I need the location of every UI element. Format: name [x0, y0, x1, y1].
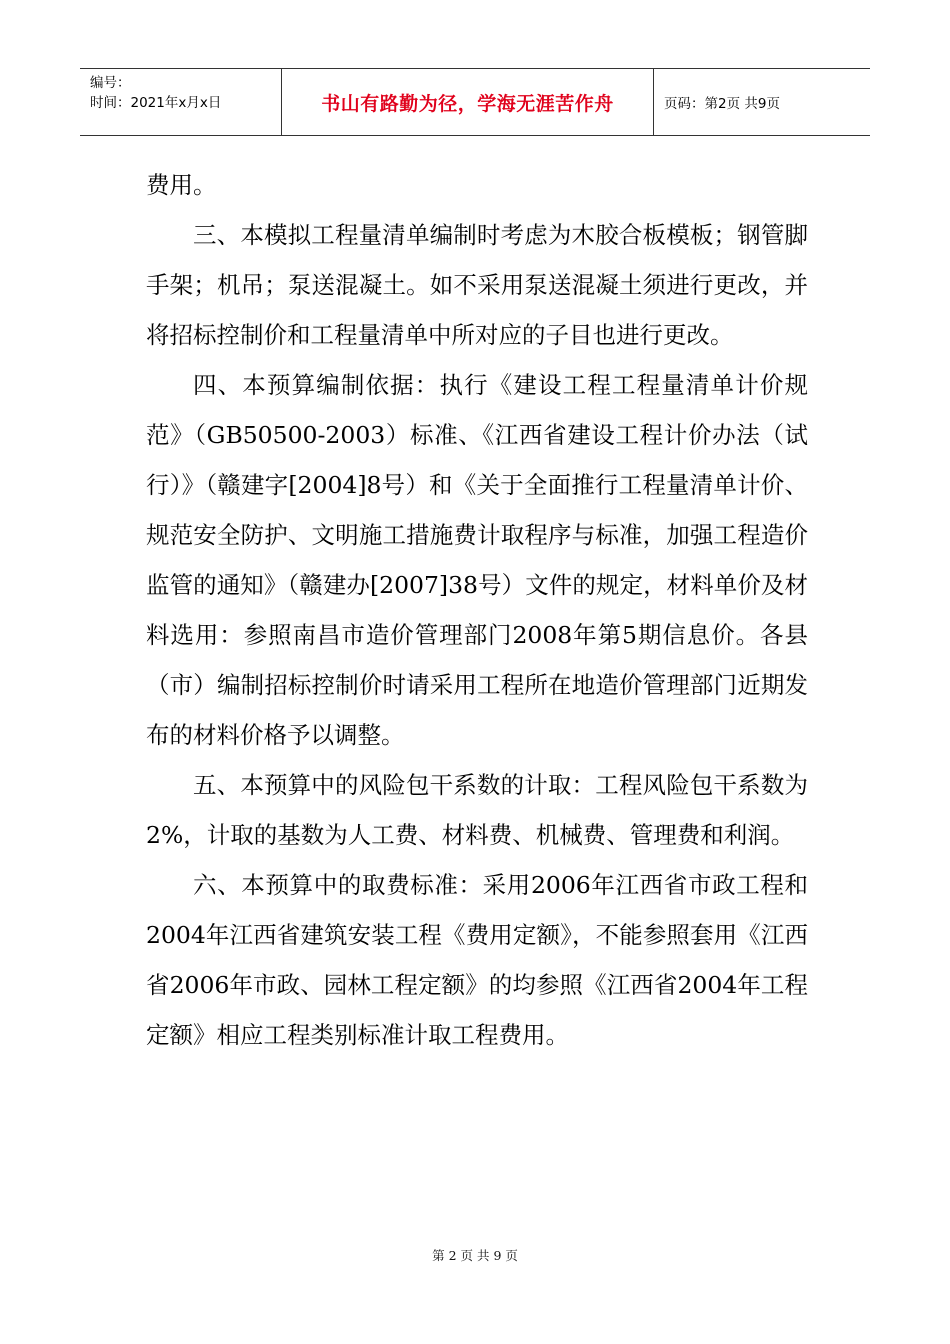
paragraph-continuation: 费用。	[146, 171, 217, 199]
paragraph-item-3: 三、本模拟工程量清单编制时考虑为木胶合板模板；钢管脚手架；机吊；泵送混凝土。如不采用泵送混凝土须进行更改，并将招标控制价和工程量清单中所对应的子目也进行更改。	[146, 221, 808, 349]
header-page-info: 页码：第2页 共9页	[664, 96, 780, 112]
document-body	[146, 160, 808, 1060]
paragraph-item-4: 四、本预算编制依据：执行《建设工程工程量清单计价规范》（GB50500-2003）标准、《江西省建设工程计价办法（试行）》（赣建字[2004]8号）和《关于全面推行工程量清单计价、规范安全防护、文明施工措施费计取程序与标准，加强工程造价监管的通知》（赣建办[2007]38号）文件的规定，材料单价及材料选用：参照南昌市造价管理部门2008年第5期信息价。各县（市）编制招标控制价时请采用工程所在地造价管理部门近期发布的材料价格予以调整。	[146, 371, 808, 749]
page-footer: 第 2 页 共 9 页	[432, 1248, 518, 1263]
document-number-label: 编号：	[90, 75, 131, 91]
header-table	[80, 68, 870, 136]
document-time-label: 时间：2021年x月x日	[90, 95, 222, 111]
header-motto: 书山有路勤为径，学海无涯苦作舟	[282, 69, 654, 135]
paragraph-item-6: 六、本预算中的取费标准：采用2006年江西省市政工程和2004年江西省建筑安装工程《费用定额》，不能参照套用《江西省2006年市政、园林工程定额》的均参照《江西省2004年工程定额》相应工程类别标准计取工程费用。	[146, 871, 808, 1049]
paragraph-item-5: 五、本预算中的风险包干系数的计取：工程风险包干系数为2%，计取的基数为人工费、材料费、机械费、管理费和利润。	[146, 771, 808, 849]
header-meta-cell	[80, 69, 282, 135]
